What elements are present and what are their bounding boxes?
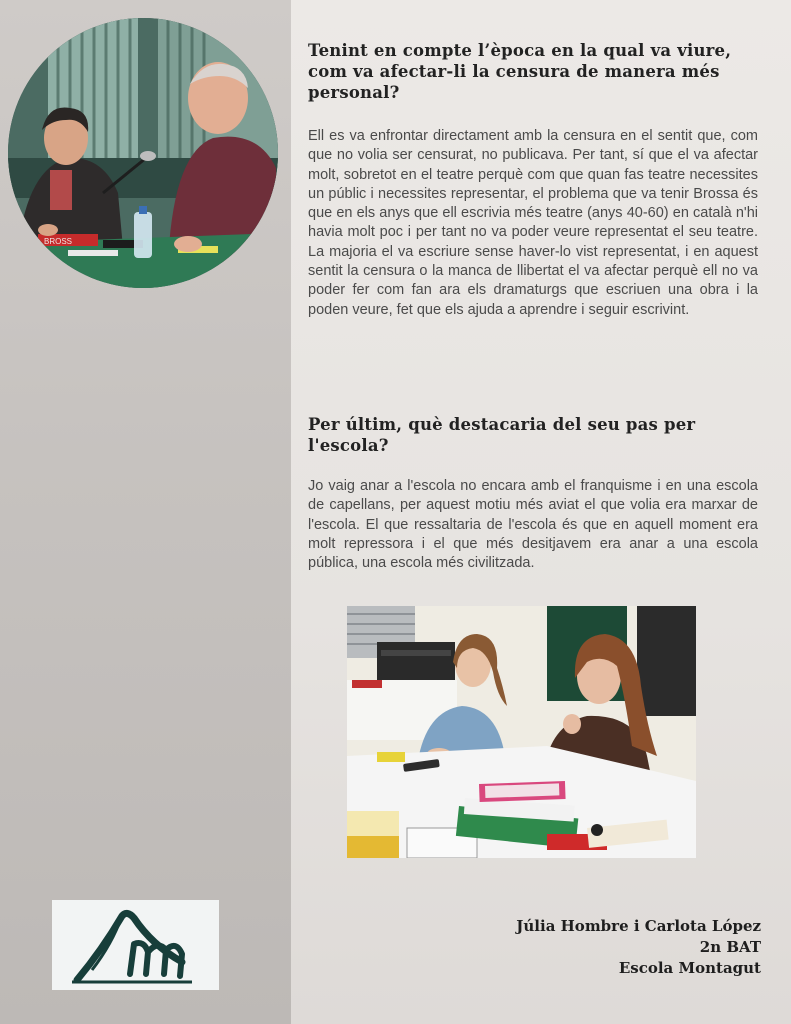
school-line: Escola Montagut (618, 959, 761, 977)
mountain-logo-icon (52, 900, 219, 990)
course-line: 2n BAT (699, 938, 761, 956)
students-photo (347, 606, 696, 858)
answer-1-text: Ell es va enfrontar directament amb la censura en el sentit que, com que no volia ser censurat, no publicava. Per tant, sí que el va afectar molt, sobretot en el teatre perquè com que quan fas teatre necessites un públic i necessites representar, el problema que va tenir Brossa és que en els anys que ell escrivia més teatre (anys 40-60) en català n'hi havia molt poc i per tant no va poder veure representat el seu teatre. La majoria el va escriure sense haver-lo vist representat, i en aquest sentit la censura o la manca de llibertat el va afectar perquè ell no va poder fer com fan ara els dramaturgs que escriuen una obra i la poden veure, fet que els ajuda a aprendre i seguir escrivint. (308, 128, 758, 318)
book-label: BROSS (44, 237, 73, 246)
question-1-heading: Tenint en compte l’època en la qual va viure, com va afectar-li la censura de manera més personal? (308, 41, 732, 102)
school-logo (52, 900, 219, 990)
question-2-heading: Per últim, què destacaria del seu pas per l'escola? (308, 415, 696, 455)
answer-2-text: Jo vaig anar a l'escola no encara amb el franquisme i en una escola de capellans, per aquest motiu més aviat el que volia era marxar de l'escola. El que ressaltaria de l'escola és que en aquell moment era molt repressora i el que més desitjavem era anar a una escola pública, una escola més civilitzada. (308, 478, 758, 572)
students-photo-illustration (347, 606, 696, 858)
interview-photo-illustration (8, 18, 278, 288)
interview-photo (8, 18, 278, 288)
credits (516, 916, 761, 979)
authors-line: Júlia Hombre i Carlota López (516, 917, 761, 935)
